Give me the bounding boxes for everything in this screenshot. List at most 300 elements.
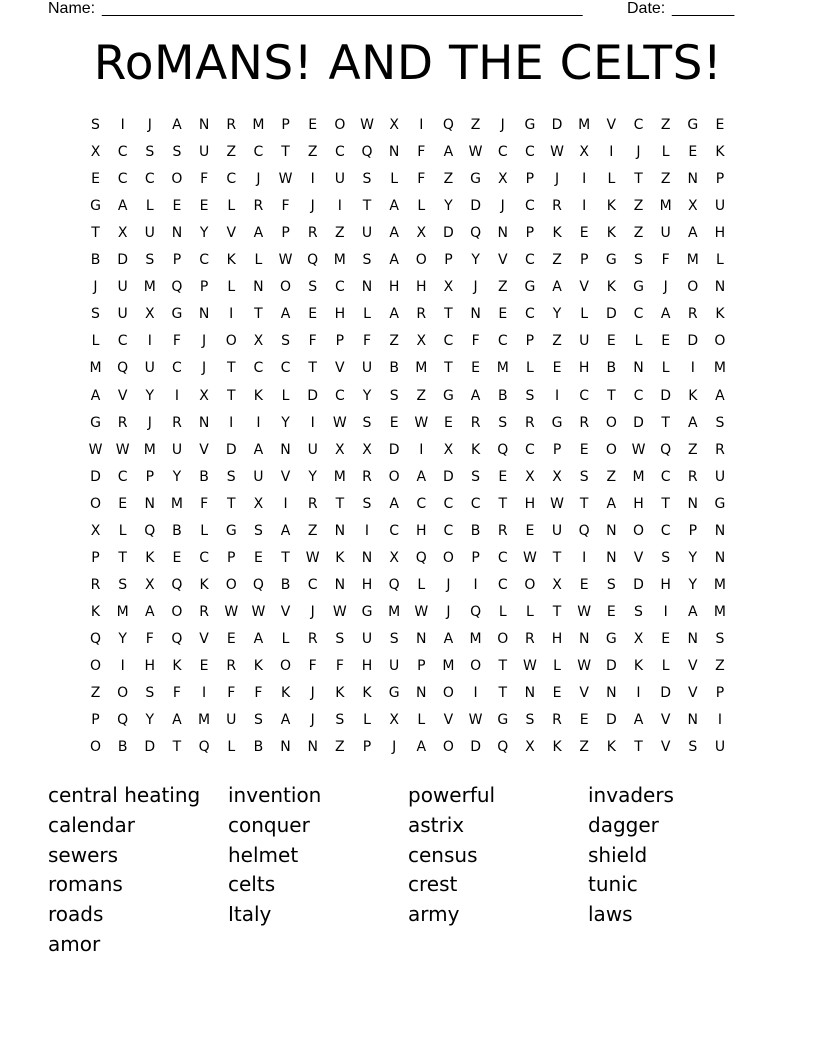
grid-letter: W bbox=[332, 603, 347, 620]
grid-letter: T bbox=[661, 495, 670, 512]
grid-letter: Q bbox=[442, 117, 454, 133]
grid-letter: P bbox=[715, 171, 725, 188]
word-list-item: tunic bbox=[588, 872, 638, 897]
grid-letter: G bbox=[714, 495, 726, 512]
word-list-item: shield bbox=[588, 842, 648, 867]
grid-letter: N bbox=[307, 739, 318, 756]
grid-letter: N bbox=[198, 117, 210, 133]
grid-letter: F bbox=[308, 333, 317, 350]
grid-letter: G bbox=[633, 279, 644, 296]
grid-letter: Q bbox=[497, 441, 509, 458]
grid-letter: M bbox=[143, 441, 156, 458]
grid-letter: H bbox=[416, 279, 427, 296]
grid-letter: F bbox=[661, 252, 670, 269]
grid-letter: T bbox=[444, 360, 453, 377]
grid-letter: C bbox=[525, 252, 535, 269]
word-list-item: amor bbox=[48, 932, 101, 956]
grid-letter: Y bbox=[118, 630, 127, 647]
grid-letter: C bbox=[497, 576, 508, 593]
grid-letter: Z bbox=[660, 117, 671, 133]
grid-letter: E bbox=[579, 712, 589, 729]
grid-letter: R bbox=[552, 198, 562, 215]
grid-letter: T bbox=[226, 495, 236, 512]
grid-letter: I bbox=[473, 576, 478, 593]
grid-letter: U bbox=[389, 658, 400, 674]
grid-letter: H bbox=[416, 522, 427, 539]
grid-letter: C bbox=[525, 198, 535, 215]
letter-grid bbox=[82, 112, 733, 760]
grid-letter: R bbox=[470, 414, 481, 431]
grid-letter: S bbox=[389, 387, 399, 404]
grid-letter: N bbox=[687, 171, 699, 188]
grid-letter: C bbox=[117, 468, 128, 485]
grid-letter: M bbox=[578, 117, 591, 133]
grid-letter: R bbox=[226, 117, 237, 133]
grid-letter: J bbox=[446, 576, 451, 593]
grid-letter: L bbox=[716, 252, 724, 269]
grid-letter: D bbox=[470, 198, 481, 215]
grid-letter: O bbox=[388, 468, 400, 485]
grid-letter: L bbox=[390, 171, 399, 188]
grid-letter: O bbox=[280, 658, 292, 674]
grid-letter: G bbox=[524, 279, 536, 296]
grid-letter: M bbox=[333, 468, 346, 485]
grid-letter: U bbox=[714, 739, 726, 756]
grid-letter: H bbox=[578, 360, 590, 377]
grid-letter: D bbox=[660, 387, 672, 404]
grid-letter: T bbox=[118, 549, 127, 566]
grid-letter: M bbox=[632, 468, 645, 485]
grid-letter: V bbox=[117, 387, 128, 404]
grid-letter: E bbox=[661, 333, 671, 350]
grid-letter: P bbox=[688, 522, 698, 539]
grid-letter: R bbox=[117, 414, 128, 431]
grid-letter: L bbox=[227, 279, 236, 296]
grid-letter: S bbox=[715, 414, 725, 431]
grid-letter: A bbox=[633, 712, 644, 729]
grid-letter: U bbox=[660, 225, 671, 242]
grid-letter: R bbox=[525, 414, 535, 431]
grid-letter: I bbox=[310, 414, 315, 431]
grid-letter: R bbox=[579, 414, 590, 431]
grid-letter: U bbox=[144, 225, 155, 242]
grid-letter: L bbox=[281, 387, 290, 404]
grid-letter: F bbox=[281, 198, 290, 215]
grid-letter: A bbox=[470, 387, 481, 404]
grid-letter: C bbox=[253, 360, 264, 377]
grid-letter: B bbox=[389, 360, 399, 377]
grid-letter: R bbox=[525, 630, 535, 647]
grid-letter: L bbox=[498, 603, 507, 620]
grid-letter: J bbox=[310, 712, 315, 729]
grid-letter: P bbox=[281, 117, 290, 133]
grid-letter: F bbox=[417, 171, 426, 188]
grid-letter: N bbox=[253, 279, 264, 296]
grid-letter: H bbox=[714, 225, 726, 242]
grid-letter: E bbox=[308, 306, 318, 323]
grid-letter: C bbox=[443, 495, 454, 512]
grid-letter: V bbox=[280, 468, 291, 485]
grid-letter: L bbox=[661, 658, 670, 674]
grid-letter: W bbox=[251, 603, 266, 620]
grid-letter: C bbox=[253, 144, 264, 161]
grid-letter: N bbox=[578, 630, 590, 647]
grid-letter: Q bbox=[497, 739, 509, 756]
grid-letter: S bbox=[91, 117, 100, 133]
grid-letter: D bbox=[633, 576, 644, 593]
grid-letter: J bbox=[500, 198, 505, 215]
grid-letter: R bbox=[715, 441, 725, 458]
grid-letter: J bbox=[636, 144, 641, 161]
grid-letter: R bbox=[307, 495, 318, 512]
grid-letter: N bbox=[416, 630, 427, 647]
grid-letter: E bbox=[389, 414, 399, 431]
grid-letter: F bbox=[200, 171, 209, 188]
grid-letter: B bbox=[253, 739, 264, 756]
grid-letter: E bbox=[199, 658, 209, 674]
grid-letter: U bbox=[361, 360, 373, 377]
grid-letter: K bbox=[606, 739, 616, 756]
grid-letter: N bbox=[687, 712, 699, 729]
grid-letter: S bbox=[525, 387, 535, 404]
grid-letter: E bbox=[498, 306, 508, 323]
word-list-item: Italy bbox=[228, 902, 272, 927]
grid-letter: Y bbox=[444, 198, 453, 215]
grid-letter: F bbox=[172, 685, 181, 702]
grid-letter: Z bbox=[633, 198, 644, 215]
grid-letter: E bbox=[579, 225, 589, 242]
grid-letter: X bbox=[525, 468, 535, 485]
grid-letter: P bbox=[444, 252, 453, 269]
grid-letter: P bbox=[91, 549, 100, 566]
grid-letter: X bbox=[117, 225, 128, 242]
grid-letter: C bbox=[660, 522, 671, 539]
grid-letter: D bbox=[144, 739, 156, 756]
grid-letter: R bbox=[687, 468, 698, 485]
grid-letter: E bbox=[525, 522, 535, 539]
grid-letter: Z bbox=[633, 225, 644, 242]
grid-letter: Y bbox=[145, 387, 155, 404]
grid-letter: I bbox=[310, 171, 315, 188]
grid-letter: G bbox=[225, 522, 237, 539]
grid-letter: W bbox=[360, 117, 374, 133]
grid-letter: T bbox=[552, 603, 562, 620]
grid-letter: C bbox=[443, 522, 454, 539]
grid-letter: O bbox=[442, 739, 454, 756]
grid-letter: U bbox=[226, 712, 237, 729]
grid-letter: K bbox=[471, 441, 481, 458]
grid-letter: Y bbox=[308, 468, 317, 485]
grid-letter: P bbox=[525, 171, 535, 188]
grid-letter: Z bbox=[389, 333, 399, 350]
grid-letter: S bbox=[335, 630, 345, 647]
grid-letter: O bbox=[225, 333, 237, 350]
grid-letter: L bbox=[254, 252, 263, 269]
grid-letter: K bbox=[606, 225, 616, 242]
grid-letter: U bbox=[361, 225, 373, 242]
grid-letter: P bbox=[227, 549, 236, 566]
grid-letter: P bbox=[362, 739, 372, 756]
grid-letter: D bbox=[605, 306, 617, 323]
grid-letter: T bbox=[498, 658, 508, 674]
grid-letter: N bbox=[171, 225, 183, 242]
grid-letter: I bbox=[364, 522, 370, 539]
grid-letter: P bbox=[525, 333, 535, 350]
grid-letter: C bbox=[525, 441, 535, 458]
grid-letter: N bbox=[361, 549, 373, 566]
grid-letter: F bbox=[254, 685, 263, 702]
grid-letter: O bbox=[415, 252, 427, 269]
grid-letter: G bbox=[687, 117, 699, 133]
grid-letter: X bbox=[688, 198, 698, 215]
grid-letter: P bbox=[172, 252, 182, 269]
grid-letter: S bbox=[661, 549, 671, 566]
grid-letter: G bbox=[551, 414, 563, 431]
grid-letter: N bbox=[606, 549, 617, 566]
grid-letter: Z bbox=[226, 144, 237, 161]
grid-letter: F bbox=[362, 333, 372, 350]
grid-letter: K bbox=[199, 576, 209, 593]
grid-letter: O bbox=[605, 414, 617, 431]
grid-letter: A bbox=[280, 522, 291, 539]
grid-letter: M bbox=[713, 603, 726, 620]
grid-letter: Y bbox=[471, 252, 480, 269]
word-list-item: census bbox=[408, 842, 478, 867]
grid-letter: O bbox=[632, 522, 645, 539]
grid-letter: P bbox=[199, 279, 209, 296]
grid-letter: X bbox=[389, 712, 399, 729]
grid-letter: A bbox=[443, 144, 454, 161]
grid-letter: X bbox=[362, 441, 372, 458]
grid-letter: S bbox=[91, 306, 100, 323]
grid-letter: O bbox=[470, 658, 482, 674]
grid-letter: U bbox=[171, 441, 183, 458]
grid-letter: E bbox=[199, 198, 209, 215]
word-list-item: laws bbox=[588, 902, 633, 927]
grid-letter: E bbox=[498, 468, 508, 485]
grid-letter: J bbox=[392, 739, 397, 756]
grid-letter: F bbox=[227, 685, 236, 702]
grid-letter: Z bbox=[497, 279, 508, 296]
grid-letter: T bbox=[308, 360, 317, 377]
grid-letter: C bbox=[579, 387, 590, 404]
grid-letter: U bbox=[117, 306, 128, 323]
grid-letter: Q bbox=[171, 279, 183, 296]
grid-letter: I bbox=[609, 144, 614, 161]
grid-letter: M bbox=[89, 360, 102, 377]
grid-letter: D bbox=[470, 739, 481, 756]
grid-letter: Z bbox=[579, 739, 589, 756]
grid-letter: K bbox=[335, 685, 345, 702]
grid-letter: V bbox=[497, 252, 508, 269]
grid-letter: W bbox=[88, 441, 103, 458]
grid-letter: O bbox=[280, 279, 292, 296]
grid-letter: I bbox=[582, 549, 587, 566]
grid-letter: H bbox=[660, 576, 671, 593]
grid-letter: B bbox=[470, 522, 481, 539]
grid-letter: S bbox=[172, 144, 182, 161]
grid-letter: N bbox=[470, 306, 481, 323]
grid-letter: P bbox=[715, 685, 725, 702]
grid-letter: G bbox=[361, 603, 373, 620]
grid-letter: I bbox=[256, 414, 261, 431]
grid-letter: Q bbox=[307, 252, 319, 269]
grid-letter: I bbox=[582, 171, 587, 188]
grid-letter: H bbox=[524, 495, 536, 512]
grid-letter: R bbox=[307, 630, 318, 647]
grid-letter: R bbox=[199, 603, 209, 620]
grid-letter: J bbox=[93, 279, 98, 296]
grid-letter: J bbox=[202, 360, 207, 377]
grid-letter: Z bbox=[552, 252, 562, 269]
grid-letter: L bbox=[200, 522, 208, 539]
grid-letter: P bbox=[335, 333, 345, 350]
grid-letter: M bbox=[469, 630, 482, 647]
grid-letter: A bbox=[280, 306, 291, 323]
grid-letter: Z bbox=[335, 225, 345, 242]
grid-letter: E bbox=[661, 630, 671, 647]
grid-letter: J bbox=[663, 279, 668, 296]
grid-letter: A bbox=[416, 739, 427, 756]
grid-letter: Z bbox=[307, 522, 318, 539]
grid-letter: S bbox=[362, 414, 372, 431]
grid-letter: S bbox=[688, 739, 698, 756]
grid-letter: K bbox=[172, 658, 182, 674]
grid-letter: W bbox=[115, 441, 130, 458]
grid-letter: R bbox=[416, 306, 427, 323]
grid-letter: S bbox=[253, 522, 263, 539]
grid-letter: K bbox=[606, 279, 616, 296]
grid-letter: F bbox=[172, 333, 181, 350]
grid-letter: I bbox=[283, 495, 288, 512]
grid-letter: N bbox=[334, 576, 346, 593]
grid-letter: Q bbox=[252, 576, 264, 593]
grid-letter: N bbox=[714, 522, 726, 539]
grid-letter: D bbox=[443, 468, 454, 485]
header-line bbox=[48, 0, 748, 20]
grid-letter: N bbox=[388, 144, 400, 161]
grid-letter: W bbox=[631, 441, 646, 458]
grid-letter: U bbox=[144, 360, 155, 377]
grid-letter: L bbox=[553, 658, 561, 674]
word-list-item: calendar bbox=[48, 812, 135, 837]
grid-letter: C bbox=[334, 144, 345, 161]
grid-letter: D bbox=[551, 117, 563, 133]
grid-letter: V bbox=[688, 685, 698, 702]
grid-letter: A bbox=[117, 198, 128, 215]
grid-letter: O bbox=[334, 117, 346, 133]
grid-letter: S bbox=[471, 468, 481, 485]
grid-letter: O bbox=[225, 576, 237, 593]
grid-letter: Q bbox=[660, 441, 672, 458]
grid-letter: P bbox=[471, 549, 480, 566]
grid-letter: A bbox=[389, 225, 399, 242]
grid-letter: L bbox=[607, 171, 616, 188]
grid-letter: E bbox=[579, 441, 589, 458]
grid-letter: D bbox=[660, 685, 672, 702]
grid-letter: G bbox=[171, 306, 183, 323]
grid-letter: Y bbox=[688, 549, 698, 566]
grid-letter: Z bbox=[688, 441, 698, 458]
grid-letter: I bbox=[229, 306, 234, 323]
grid-letter: N bbox=[633, 360, 644, 377]
grid-letter: C bbox=[117, 171, 128, 188]
grid-letter: C bbox=[172, 360, 182, 377]
grid-letter: Y bbox=[145, 712, 155, 729]
grid-letter: Q bbox=[388, 576, 400, 593]
grid-letter: O bbox=[497, 630, 509, 647]
grid-letter: C bbox=[117, 144, 128, 161]
grid-letter: X bbox=[90, 144, 101, 161]
grid-letter: P bbox=[579, 252, 589, 269]
grid-letter: B bbox=[606, 360, 617, 377]
grid-letter: F bbox=[335, 658, 344, 674]
grid-letter: K bbox=[715, 306, 725, 323]
grid-letter: O bbox=[171, 603, 183, 620]
grid-letter: M bbox=[442, 658, 455, 674]
grid-letter: P bbox=[281, 225, 290, 242]
grid-letter: A bbox=[715, 387, 725, 404]
grid-letter: R bbox=[552, 712, 562, 729]
grid-letter: G bbox=[605, 630, 617, 647]
grid-letter: C bbox=[497, 549, 508, 566]
grid-letter: X bbox=[525, 739, 535, 756]
grid-letter: C bbox=[497, 144, 508, 161]
grid-letter: F bbox=[200, 495, 209, 512]
grid-letter: C bbox=[334, 387, 345, 404]
grid-letter: Q bbox=[117, 360, 129, 377]
grid-letter: M bbox=[198, 712, 211, 729]
grid-letter: B bbox=[199, 468, 209, 485]
grid-letter: C bbox=[443, 333, 454, 350]
grid-letter: Q bbox=[171, 630, 183, 647]
grid-letter: T bbox=[281, 144, 290, 161]
grid-letter: O bbox=[442, 685, 454, 702]
grid-letter: V bbox=[443, 712, 454, 729]
grid-letter: Q bbox=[198, 739, 210, 756]
grid-letter: X bbox=[633, 630, 644, 647]
grid-letter: J bbox=[147, 117, 152, 133]
grid-letter: L bbox=[417, 198, 426, 215]
grid-letter: D bbox=[687, 333, 699, 350]
grid-letter: M bbox=[686, 252, 699, 269]
grid-letter: P bbox=[91, 712, 100, 729]
grid-letter: S bbox=[634, 252, 643, 269]
grid-letter: T bbox=[498, 495, 508, 512]
grid-letter: R bbox=[90, 576, 101, 593]
grid-letter: E bbox=[91, 171, 100, 188]
grid-letter: L bbox=[417, 576, 426, 593]
grid-letter: L bbox=[661, 144, 670, 161]
grid-letter: U bbox=[714, 468, 726, 485]
grid-letter: N bbox=[606, 522, 617, 539]
grid-letter: V bbox=[688, 658, 698, 674]
grid-letter: L bbox=[363, 712, 371, 729]
grid-letter: N bbox=[497, 225, 508, 242]
grid-letter: V bbox=[660, 739, 671, 756]
word-list-item: romans bbox=[48, 872, 123, 897]
grid-letter: O bbox=[687, 279, 699, 296]
grid-letter: M bbox=[713, 360, 726, 377]
grid-letter: F bbox=[308, 658, 317, 674]
grid-letter: Y bbox=[688, 576, 698, 593]
grid-letter: X bbox=[145, 306, 155, 323]
grid-letter: L bbox=[634, 333, 643, 350]
grid-letter: T bbox=[552, 549, 562, 566]
grid-letter: K bbox=[552, 225, 562, 242]
grid-letter: N bbox=[144, 495, 156, 512]
grid-letter: E bbox=[253, 549, 263, 566]
